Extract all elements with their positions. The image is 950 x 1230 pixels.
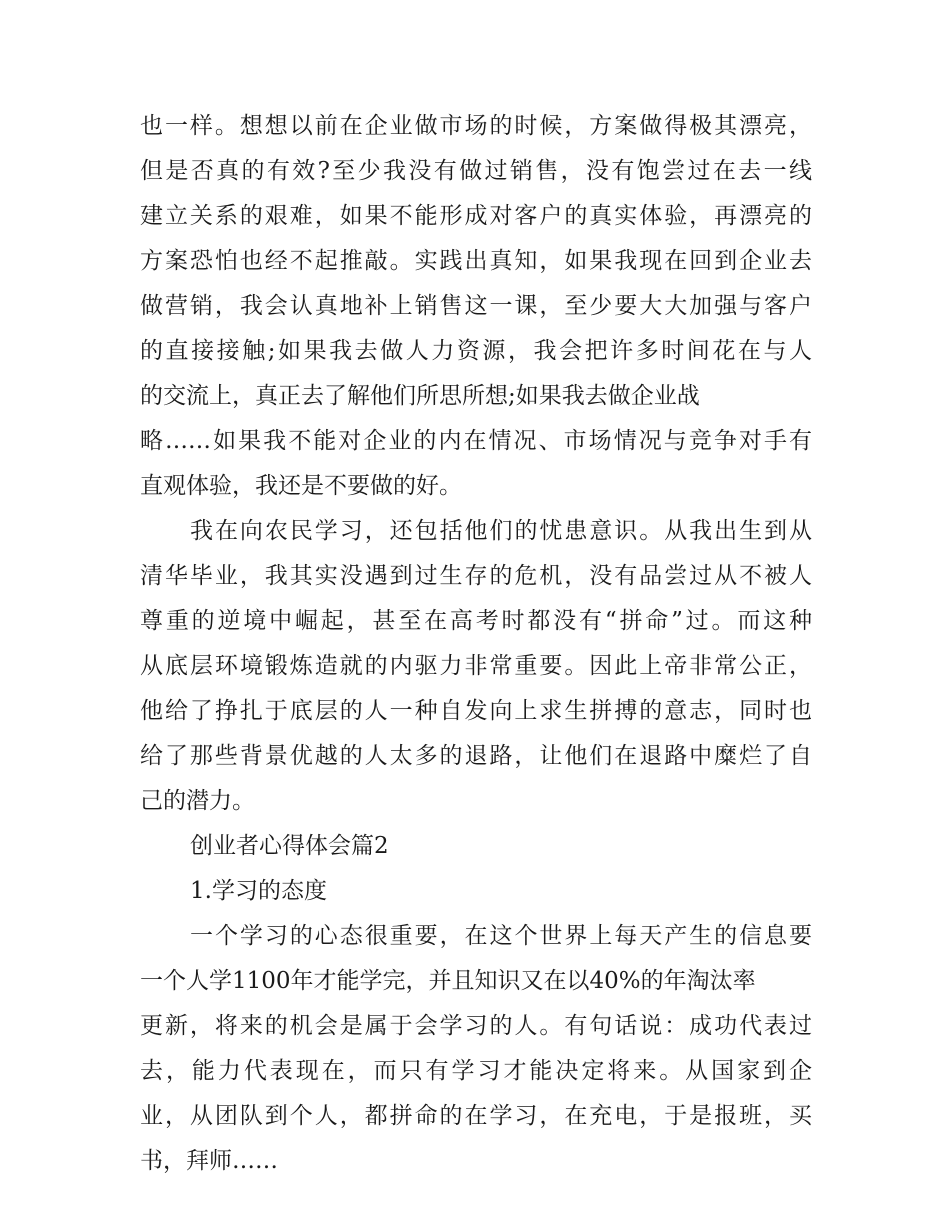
subsection-heading: 1.学习的态度 <box>190 878 327 904</box>
text-line: 去，能力代表现在，而只有学习才能决定将来。从国家到企 <box>140 1058 812 1084</box>
text-line: 尊重的逆境中崛起，甚至在高考时都没有“拼命”过。而这种 <box>140 608 812 634</box>
text-line: 但是否真的有效?至少我没有做过销售，没有饱尝过在去一线 <box>140 158 812 184</box>
text-line: 从底层环境锻炼造就的内驱力非常重要。因此上帝非常公正， <box>140 653 812 679</box>
section-heading: 创业者心得体会篇2 <box>190 833 389 859</box>
paragraph-first-line: 我在向农民学习，还包括他们的忧患意识。从我出生到从 <box>190 518 812 544</box>
text-line: 略……如果我不能对企业的内在情况、市场情况与竞争对手有 <box>140 428 812 454</box>
text-line: 做营销，我会认真地补上销售这一课，至少要大大加强与客户 <box>140 293 812 319</box>
text-line: 的直接接触;如果我去做人力资源，我会把许多时间花在与人 <box>140 338 812 364</box>
text-line: 己的潜力。 <box>140 788 255 814</box>
text-line: 清华毕业，我其实没遇到过生存的危机，没有品尝过从不被人 <box>140 563 812 589</box>
text-line: 一个人学1100年才能学完，并且知识又在以40%的年淘汰率 <box>140 968 756 994</box>
text-line: 给了那些背景优越的人太多的退路，让他们在退路中糜烂了自 <box>140 743 812 769</box>
text-line: 也一样。想想以前在企业做市场的时候，方案做得极其漂亮， <box>140 113 812 139</box>
text-line: 他给了挣扎于底层的人一种自发向上求生拼搏的意志，同时也 <box>140 698 812 724</box>
text-line: 直观体验，我还是不要做的好。 <box>140 473 462 499</box>
text-line: 更新，将来的机会是属于会学习的人。有句话说：成功代表过 <box>140 1013 812 1039</box>
paragraph-first-line: 一个学习的心态很重要，在这个世界上每天产生的信息要 <box>190 923 812 949</box>
text-line: 的交流上，真正去了解他们所思所想;如果我去做企业战 <box>140 383 700 409</box>
text-line: 建立关系的艰难，如果不能形成对客户的真实体验，再漂亮的 <box>140 203 812 229</box>
text-line: 业，从团队到个人，都拼命的在学习，在充电，于是报班，买 <box>140 1103 812 1129</box>
text-line: 方案恐怕也经不起推敲。实践出真知，如果我现在回到企业去 <box>140 248 812 274</box>
document-body <box>140 104 812 1184</box>
text-line: 书，拜师…… <box>140 1148 278 1174</box>
